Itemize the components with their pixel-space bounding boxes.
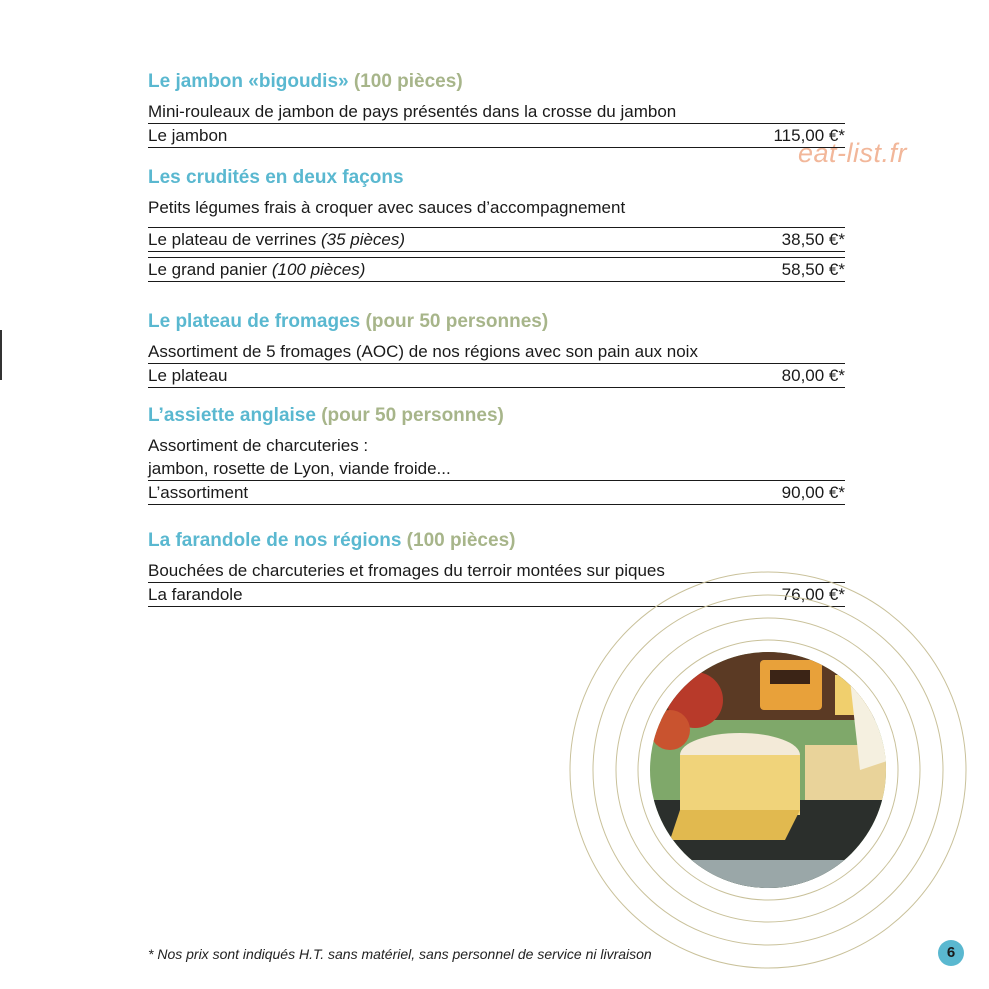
section-title: Le plateau de fromages (pour 50 personnes): [148, 311, 549, 332]
cheese-photo: [640, 650, 900, 890]
section-description: jambon, rosette de Lyon, viande froide...: [148, 459, 451, 478]
section-description: Assortiment de 5 fromages (AOC) de nos régions avec son pain aux noix: [148, 342, 698, 361]
item-label: Le grand panier (100 pièces): [148, 260, 366, 279]
item-price: 80,00 €*: [781, 366, 845, 385]
section-title: Les crudités en deux façons: [148, 167, 404, 188]
item-label: Le plateau: [148, 366, 228, 385]
section-description: Petits légumes frais à croquer avec sauces d’accompagnement: [148, 198, 626, 217]
section-title: Le jambon «bigoudis» (100 pièces): [148, 71, 463, 92]
item-price: 115,00 €*: [773, 126, 845, 145]
price-row: [148, 123, 845, 148]
section-assiette-anglaise: [148, 404, 845, 505]
item-label: La farandole: [148, 585, 243, 604]
price-row: [148, 363, 845, 388]
section-title: L’assiette anglaise (pour 50 personnes): [148, 405, 504, 426]
cheese-photo-circle: [560, 560, 980, 980]
item-price: 58,50 €*: [781, 260, 845, 279]
watermark: eat-list.fr: [798, 138, 908, 168]
section-fromages: [148, 310, 845, 388]
section-title: La farandole de nos régions (100 pièces): [148, 530, 516, 551]
section-description: Bouchées de charcuteries et fromages du terroir montées sur piques: [148, 561, 665, 580]
item-label: L’assortiment: [148, 483, 249, 502]
section-crudites: [148, 166, 845, 282]
section-description: Mini-rouleaux de jambon de pays présentés dans la crosse du jambon: [148, 102, 677, 121]
footnote: * Nos prix sont indiqués H.T. sans matériel, sans personnel de service ni livraison: [148, 946, 652, 962]
item-price: 38,50 €*: [781, 230, 845, 249]
page-number-badge: 6: [938, 940, 964, 966]
price-row: [148, 480, 845, 505]
price-row: [148, 257, 845, 282]
price-row: [148, 227, 845, 252]
item-label: Le jambon: [148, 126, 228, 145]
margin-mark: [0, 330, 2, 380]
item-label: Le plateau de verrines (35 pièces): [148, 230, 406, 249]
item-price: 76,00 €*: [781, 585, 845, 604]
section-description: Assortiment de charcuteries :: [148, 436, 369, 455]
item-price: 90,00 €*: [781, 483, 845, 502]
section-jambon: [148, 70, 845, 148]
